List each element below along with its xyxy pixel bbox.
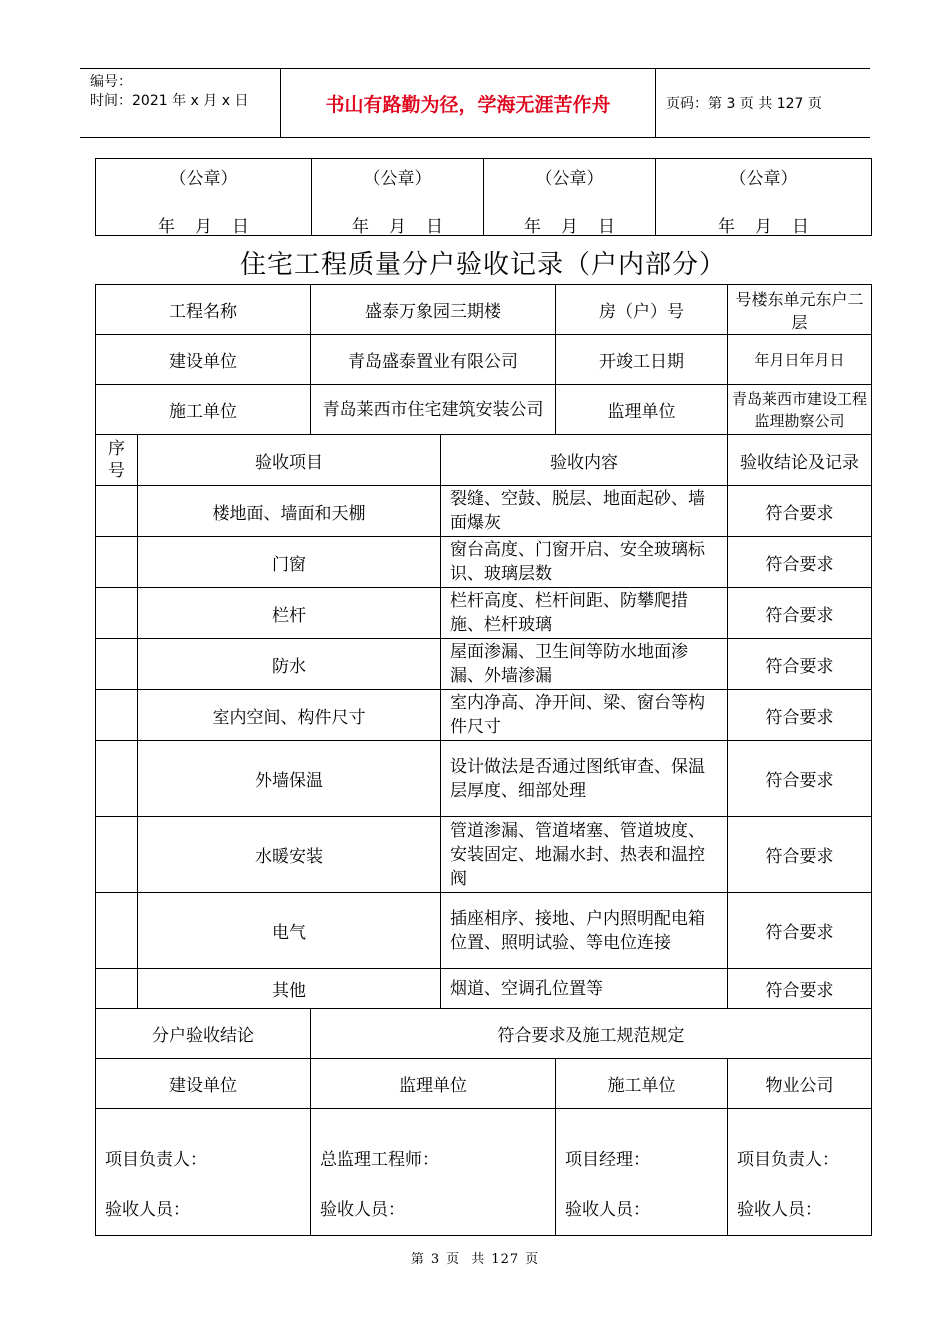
row-item: 门窗 — [138, 537, 441, 588]
seal-cell — [312, 159, 484, 236]
row-seq — [96, 639, 138, 690]
signer-inspector: 验收人员： — [737, 1200, 822, 1220]
room-no-label: 房（户）号 — [556, 285, 728, 335]
table-row — [96, 817, 872, 893]
conclusion-label: 分户验收结论 — [96, 1009, 311, 1059]
number-label: 编号： — [90, 74, 132, 90]
seal-cell — [656, 159, 872, 236]
header-divider — [655, 69, 656, 137]
signer-inspector: 验收人员： — [565, 1200, 650, 1220]
row-result: 符合要求 — [728, 639, 872, 690]
signer-cell-property — [728, 1109, 872, 1236]
signer-header-row — [96, 1059, 872, 1109]
time-label: 时间：2021 年 x 月 x 日 — [90, 93, 249, 109]
header-page-label: 页码：第 3 页 共 127 页 — [666, 96, 822, 112]
seal-cell — [484, 159, 656, 236]
signer-lead: 总监理工程师： — [320, 1150, 439, 1170]
seal-stamp: （公章） — [169, 169, 238, 189]
signer-cell-supervisor — [311, 1109, 556, 1236]
row-result: 符合要求 — [728, 817, 872, 893]
row-item: 栏杆 — [138, 588, 441, 639]
table-row — [96, 537, 872, 588]
row-content: 插座相序、接地、户内照明配电箱位置、照明试验、等电位连接 — [441, 893, 728, 969]
project-name-value: 盛泰万象园三期楼 — [311, 285, 556, 335]
seal-date: 年 月 日 — [524, 217, 615, 237]
signer-header-supervisor: 监理单位 — [311, 1059, 556, 1109]
info-row — [96, 285, 872, 335]
row-item: 室内空间、构件尺寸 — [138, 690, 441, 741]
signer-row — [96, 1109, 872, 1236]
seal-stamp: （公章） — [535, 169, 604, 189]
row-result: 符合要求 — [728, 741, 872, 817]
seal-cell — [96, 159, 312, 236]
col-content-header: 验收内容 — [441, 435, 728, 486]
footer-page-number: 3 — [430, 1252, 441, 1267]
info-row — [96, 335, 872, 385]
row-content: 室内净高、净开间、梁、窗台等构件尺寸 — [441, 690, 728, 741]
row-content: 裂缝、空鼓、脱层、地面起砂、墙面爆灰 — [441, 486, 728, 537]
footer-total-pages: 127 — [491, 1252, 520, 1267]
signer-inspector: 验收人员： — [320, 1200, 405, 1220]
signer-inspector: 验收人员： — [105, 1200, 190, 1220]
project-name-label: 工程名称 — [96, 285, 311, 335]
header-divider — [280, 69, 281, 137]
col-seq-header: 序号 — [96, 435, 138, 486]
row-result: 符合要求 — [728, 486, 872, 537]
signer-cell-builder — [96, 1109, 311, 1236]
table-row — [96, 690, 872, 741]
info-row — [96, 385, 872, 435]
signer-header-constructor: 施工单位 — [556, 1059, 728, 1109]
conclusion-value: 符合要求及施工规范规定 — [311, 1009, 872, 1059]
signer-header-property: 物业公司 — [728, 1059, 872, 1109]
builder-value: 青岛盛泰置业有限公司 — [311, 335, 556, 385]
row-content: 设计做法是否通过图纸审查、保温层厚度、细部处理 — [441, 741, 728, 817]
column-header-row — [96, 435, 872, 486]
seal-date: 年 月 日 — [352, 217, 443, 237]
row-result: 符合要求 — [728, 588, 872, 639]
header-meta — [90, 73, 248, 111]
seal-table — [95, 158, 872, 236]
page-footer: 第 3 页 共 127 页 — [410, 1252, 540, 1267]
table-row — [96, 969, 872, 1009]
row-seq — [96, 690, 138, 741]
table-row — [96, 588, 872, 639]
row-item: 水暖安装 — [138, 817, 441, 893]
table-row — [96, 893, 872, 969]
page-header — [80, 68, 870, 138]
row-item: 防水 — [138, 639, 441, 690]
row-seq — [96, 969, 138, 1009]
row-seq — [96, 537, 138, 588]
acceptance-record-table — [95, 284, 872, 1236]
conclusion-row — [96, 1009, 872, 1059]
signer-lead: 项目负责人： — [105, 1150, 207, 1170]
seal-date: 年 月 日 — [158, 217, 249, 237]
table-row — [96, 639, 872, 690]
row-content: 栏杆高度、栏杆间距、防攀爬措施、栏杆玻璃 — [441, 588, 728, 639]
row-seq — [96, 741, 138, 817]
row-seq — [96, 817, 138, 893]
row-content: 屋面渗漏、卫生间等防水地面渗漏、外墙渗漏 — [441, 639, 728, 690]
dates-label: 开竣工日期 — [556, 335, 728, 385]
col-item-header: 验收项目 — [138, 435, 441, 486]
table-row — [96, 741, 872, 817]
dates-value: 年月日年月日 — [728, 335, 872, 385]
seal-stamp: （公章） — [363, 169, 432, 189]
signer-lead: 项目经理： — [565, 1150, 650, 1170]
room-no-value: 号楼东单元东户二层 — [728, 285, 872, 335]
signer-cell-constructor — [556, 1109, 728, 1236]
constructor-label: 施工单位 — [96, 385, 311, 435]
col-result-header: 验收结论及记录 — [728, 435, 872, 486]
constructor-value: 青岛莱西市住宅建筑安装公司 — [311, 385, 556, 435]
row-result: 符合要求 — [728, 690, 872, 741]
signer-header-builder: 建设单位 — [96, 1059, 311, 1109]
row-result: 符合要求 — [728, 969, 872, 1009]
supervisor-label: 监理单位 — [556, 385, 728, 435]
row-content: 烟道、空调孔位置等 — [441, 969, 728, 1009]
row-content: 窗台高度、门窗开启、安全玻璃标识、玻璃层数 — [441, 537, 728, 588]
signer-lead: 项目负责人： — [737, 1150, 839, 1170]
seal-date: 年 月 日 — [718, 217, 809, 237]
seal-stamp: （公章） — [729, 169, 798, 189]
row-item: 楼地面、墙面和天棚 — [138, 486, 441, 537]
row-item: 外墙保温 — [138, 741, 441, 817]
supervisor-value: 青岛莱西市建设工程监理勘察公司 — [728, 385, 872, 435]
row-result: 符合要求 — [728, 537, 872, 588]
row-item: 其他 — [138, 969, 441, 1009]
row-result: 符合要求 — [728, 893, 872, 969]
document-title: 住宅工程质量分户验收记录（户内部分） — [239, 250, 726, 280]
row-seq — [96, 588, 138, 639]
table-row — [96, 486, 872, 537]
row-seq — [96, 486, 138, 537]
header-motto: 书山有路勤为径，学海无涯苦作舟 — [325, 93, 611, 116]
builder-label: 建设单位 — [96, 335, 311, 385]
row-seq — [96, 893, 138, 969]
row-item: 电气 — [138, 893, 441, 969]
row-content: 管道渗漏、管道堵塞、管道坡度、安装固定、地漏水封、热表和温控阀 — [441, 817, 728, 893]
